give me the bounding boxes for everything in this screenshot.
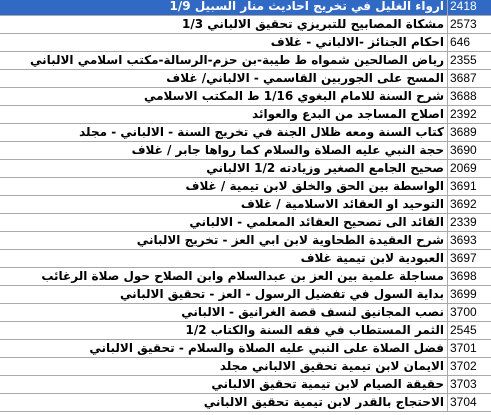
book-id-cell[interactable]: 3690 [448,142,491,160]
book-id-cell[interactable]: 2355 [448,52,491,70]
book-title-cell[interactable]: شرح السنة للامام البغوي 1/16 ط المكتب الاسلامي [0,88,448,106]
table-row[interactable] [0,160,491,178]
book-title-cell[interactable]: كتاب السنة ومعه ظلال الجنة في تخريج السنة - الالباني - مجلد [0,124,448,142]
table-row[interactable] [0,34,491,52]
table-row[interactable] [0,106,491,124]
book-id-cell[interactable]: 2392 [448,106,491,124]
table-row[interactable] [0,0,491,16]
book-id-cell[interactable]: 2418 [448,0,491,16]
book-id-cell[interactable]: 3701 [448,340,491,358]
book-title-cell[interactable]: مساجلة علمية بين العز بن عبدالسلام وابن الصلاح حول صلاة الرغائب [0,268,448,286]
book-id-cell[interactable]: 3702 [448,358,491,376]
book-title-cell[interactable]: الاحتجاج بالقدر لابن تيمية تحقيق الالباني [0,394,448,412]
book-title-cell[interactable]: المسح على الجوربين القاسمي - الالباني/ غلاف [0,70,448,88]
book-title-cell[interactable]: صحيح الجامع الصغير وزيادته 1/2 الالباني [0,160,448,178]
table-row[interactable] [0,322,491,340]
table-row[interactable] [0,394,491,412]
table-row[interactable] [0,196,491,214]
table-row[interactable] [0,232,491,250]
book-id-cell[interactable]: 2339 [448,214,491,232]
table-row[interactable] [0,214,491,232]
table-row[interactable] [0,340,491,358]
book-id-cell[interactable]: 3698 [448,268,491,286]
table-row[interactable] [0,304,491,322]
table-row[interactable] [0,88,491,106]
book-id-cell[interactable]: 3697 [448,250,491,268]
book-id-cell[interactable]: 3687 [448,70,491,88]
book-id-cell[interactable]: 3703 [448,376,491,394]
book-id-cell[interactable]: 3689 [448,124,491,142]
book-id-cell[interactable]: 646 [448,34,491,52]
book-id-cell[interactable]: 3691 [448,178,491,196]
book-title-cell[interactable]: شرح العقيدة الطحاوية لابن ابي العز - تخريج الالباني [0,232,448,250]
book-title-cell[interactable]: القائد الى تصحيح العقائد المعلمي - الالباني [0,214,448,232]
book-title-cell[interactable]: اصلاح المساجد من البدع والعوائد [0,106,448,124]
book-title-cell[interactable]: الثمر المستطاب في فقه السنة والكتاب 1/2 [0,322,448,340]
table-row[interactable] [0,178,491,196]
table-row[interactable] [0,286,491,304]
table-row[interactable] [0,124,491,142]
table-row[interactable] [0,70,491,88]
table-row[interactable] [0,52,491,70]
book-id-cell[interactable]: 3704 [448,394,491,412]
book-title-cell[interactable]: بداية السول في تفضيل الرسول - العز - تحقيق الالباني [0,286,448,304]
book-id-cell[interactable]: 2069 [448,160,491,178]
book-title-cell[interactable]: مشكاة المصابيح للتبريزي تحقيق الالباني 1/3 [0,16,448,34]
table-row[interactable] [0,376,491,394]
book-id-cell[interactable]: 3692 [448,196,491,214]
table-row[interactable] [0,142,491,160]
table-row[interactable] [0,16,491,34]
book-title-cell[interactable]: التوحيد او العقائد الاسلامية / غلاف [0,196,448,214]
book-title-cell[interactable]: حجة النبي عليه الصلاة والسلام كما رواها جابر / غلاف [0,142,448,160]
book-id-cell[interactable]: 3693 [448,232,491,250]
book-id-cell[interactable]: 3688 [448,88,491,106]
book-title-cell[interactable]: رياض الصالحين شمواه ط طيبة-بن حزم-الرسالة-مكتب اسلامي الالباني [0,52,448,70]
book-title-cell[interactable]: نصب المجانيق لنسف قصة الغرانيق - الالباني [0,304,448,322]
table-row[interactable] [0,250,491,268]
book-title-cell[interactable]: حقيقة الصيام لابن تيمية تحقيق الالباني [0,376,448,394]
book-id-cell[interactable]: 2573 [448,16,491,34]
book-id-cell[interactable]: 3699 [448,286,491,304]
book-title-cell[interactable]: العبودية لابن تيمية غلاف [0,250,448,268]
book-title-cell[interactable]: الايمان لابن تيمية تحقيق الالباني مجلد [0,358,448,376]
table-row[interactable] [0,358,491,376]
book-title-cell[interactable]: فضل الصلاة على النبي عليه الصلاة والسلام - تحقيق الالباني [0,340,448,358]
book-id-cell[interactable]: 2545 [448,322,491,340]
book-title-cell[interactable]: ارواء الغليل في تخريج احاديث منار السبيل 1/9 [0,0,448,16]
table-row[interactable] [0,268,491,286]
book-title-cell[interactable]: الواسطة بين الحق والخلق لابن تيمية / غلاف [0,178,448,196]
book-title-cell[interactable]: احكام الجنائز -الالباني - غلاف [0,34,448,52]
book-id-cell[interactable]: 3700 [448,304,491,322]
